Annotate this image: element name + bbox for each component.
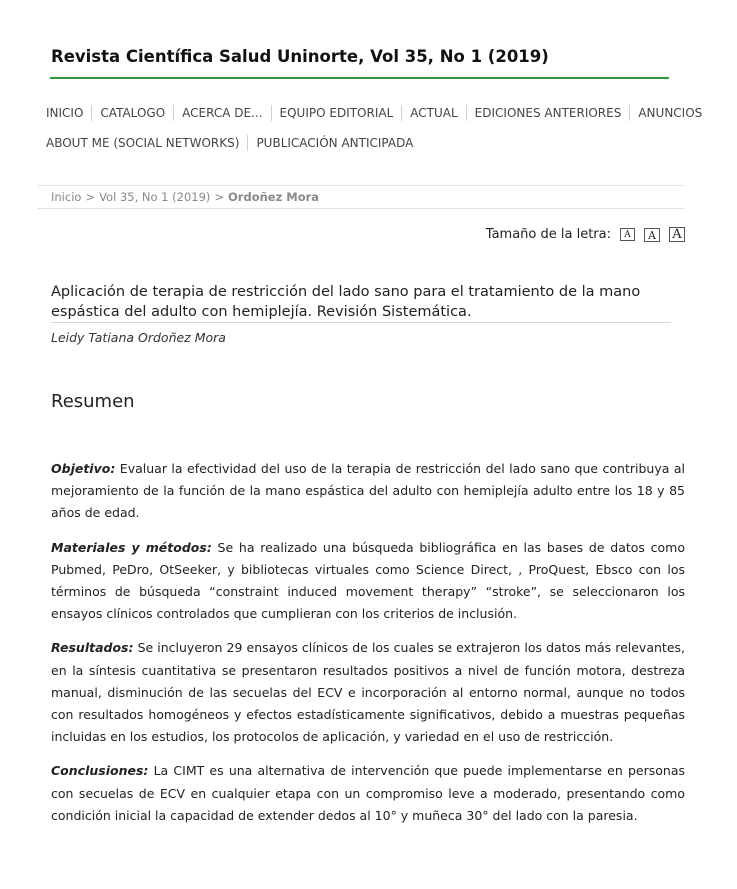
abstract-conclusiones: [51, 760, 685, 827]
main-navigation: [38, 100, 703, 160]
nav-catalogo[interactable]: CATALOGO: [91, 105, 173, 121]
nav-row-secondary: [38, 130, 698, 156]
abstract-section-text: Evaluar la efectividad del uso de la terapia de restricción del lado sano que contribuya al mejoramiento de la función de la mano espástica del adulto con hemiplejía adulto entre los 18 y 85 años de edad.: [51, 461, 685, 521]
breadcrumb-current[interactable]: Ordoñez Mora: [228, 190, 320, 204]
abstract-section-text: Se ha realizado una búsqueda bibliográfica en las bases de datos como Pubmed, PeDro, OtSeeker, y bibliotecas virtuales como Science Direct, , ProQuest, Ebsco con los términos de búsqueda “constraint induced movement therapy” “stroke”, se seleccionaron los ensayos clínicos controlados que cumplieran con los criterios de inclusión.: [51, 539, 686, 622]
nav-anuncios[interactable]: ANUNCIOS: [629, 105, 710, 121]
font-size-large-button[interactable]: A: [669, 227, 685, 242]
journal-title[interactable]: Revista Científica Salud Uninorte, Vol 35, No 1 (2019): [51, 47, 549, 66]
abstract-materiales: [51, 537, 685, 626]
article-title: Aplicación de terapia de restricción del lado sano para el tratamiento de la mano espástica del adulto con hemiplejía. Revisión Sistemática.: [51, 284, 641, 320]
font-size-medium-button[interactable]: A: [644, 228, 660, 242]
nav-about-me[interactable]: ABOUT ME (SOCIAL NETWORKS): [46, 136, 240, 150]
abstract-section-text: La CIMT es una alternativa de intervención que puede implementarse en personas con secuelas de ECV en cualquier etapa con un compromiso leve a moderado, presentando como condición inicial la capacidad de extender dedos al 10° y muñeca 30° del lado con la paresia.: [51, 763, 685, 823]
font-size-control: [486, 227, 685, 242]
abstract-section-label: Conclusiones:: [51, 763, 149, 779]
nav-row-primary: [38, 100, 703, 126]
nav-publicacion-anticipada[interactable]: PUBLICACIÓN ANTICIPADA: [247, 135, 421, 151]
abstract-section-label: Objetivo:: [51, 461, 116, 476]
nav-actual[interactable]: ACTUAL: [401, 105, 465, 121]
abstract-section-text: Se incluyeron 29 ensayos clínicos de los cuales se extrajeron los datos más relevantes, en la síntesis cuantitativa se presentaron resultados positivos a nivel de función motora, destreza manual, disminución de las secuelas del ECV e incorporación al entorno normal, aunque no todos con resultados homogéneos y efectos estadísticamente significativos, debido a muestras pequeñas incluidas en los estudios, los protocolos de aplicación, y variedad en el uso de restricción.: [51, 640, 685, 745]
font-size-small-button[interactable]: A: [620, 228, 635, 241]
nav-inicio[interactable]: INICIO: [46, 106, 84, 120]
breadcrumb-separator: >: [214, 190, 225, 204]
font-size-label: Tamaño de la letra:: [485, 227, 611, 242]
breadcrumb: [38, 185, 685, 209]
nav-equipo-editorial[interactable]: EQUIPO EDITORIAL: [271, 105, 402, 121]
abstract-objetivo: [51, 458, 685, 525]
breadcrumb-issue-link[interactable]: Vol 35, No 1 (2019): [99, 190, 211, 204]
abstract-resultados: [51, 637, 685, 748]
abstract-section-label: Materiales y métodos:: [51, 539, 212, 555]
nav-acerca-de[interactable]: ACERCA DE...: [173, 105, 270, 121]
abstract-body: [51, 458, 685, 839]
abstract-heading: Resumen: [51, 391, 135, 412]
abstract-section-label: Resultados:: [51, 640, 134, 656]
journal-header: [50, 46, 669, 79]
title-divider: [51, 322, 671, 323]
breadcrumb-separator: >: [85, 190, 96, 204]
breadcrumb-home-link[interactable]: Inicio: [51, 190, 82, 204]
nav-ediciones-anteriores[interactable]: EDICIONES ANTERIORES: [466, 105, 630, 121]
article-author: Leidy Tatiana Ordoñez Mora: [51, 330, 226, 345]
